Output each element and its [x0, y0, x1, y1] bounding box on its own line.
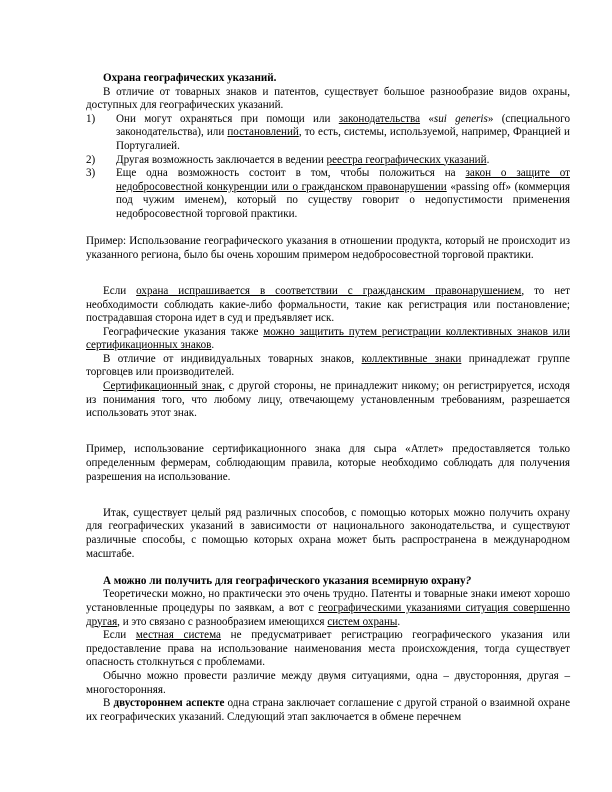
underlined-term: охрана испрашивается в соответствии с гражданским правонарушением — [136, 284, 522, 297]
underlined-term: можно защитить путем регистрации коллективных знаков или сертификационных знаков — [86, 325, 570, 352]
list-item — [86, 154, 570, 168]
underlined-term: коллективные знаки — [361, 352, 462, 365]
certification-mark-paragraph: Сертификационный знак, с другой стороны, не принадлежит никому; он регистрируется, исходя из понимания того, что любому лицу, отвечающему установленным требованиям, разрешается использовать этот знак. — [86, 380, 570, 420]
collective-marks-paragraph: Географические указания также можно защитить путем регистрации коллективных знаков или сертификационных знаков. — [86, 325, 570, 352]
intro-paragraph: В отличие от товарных знаков и патентов, существует большое разнообразие видов охраны, доступных для географических указаний. — [86, 85, 570, 112]
list-item — [86, 167, 570, 221]
underlined-term: реестра географических указаний — [326, 153, 487, 166]
underlined-term: систем охраны — [327, 615, 398, 628]
civil-offence-paragraph: Если охрана испрашивается в соответствии с гражданским правонарушением, то нет необходимости соблюдать какие-либо формальности, такие как регистрация или постановление; пострадавшая сторона идет в суд и предъявляет иск. — [86, 284, 570, 325]
bold-term: двустороннем аспекте — [113, 697, 225, 710]
list-number: 2) — [86, 153, 96, 166]
example-paragraph: Пример, использование сертификационного знака для сыра «Атлет» предоставляется только определенным фермерам, соблюдающим правила, которые необходимо соблюдать для получения разрешения на использование. — [86, 443, 570, 483]
underlined-term: постановлений — [227, 126, 299, 139]
question-mark: ? — [465, 574, 472, 587]
underlined-term: Сертификационный знак — [103, 380, 223, 393]
underlined-term: законодательства — [338, 112, 421, 125]
list-item — [86, 113, 570, 154]
list-item-text: Другая возможность заключается в ведении реестра географических указаний. — [116, 153, 490, 166]
list-item-text: Они могут охраняться при помощи или законодательства «sui generis» (специального законодательства), или постановлений, то есть, системы, используемой, например, Францией и Португалией. — [116, 112, 570, 152]
list-number: 1) — [86, 112, 96, 125]
italic-term: sui generis — [433, 112, 488, 125]
two-situations-paragraph: Обычно можно провести различие между двумя ситуациями, одна – двусторонняя, другая – многосторонняя. — [86, 669, 570, 696]
theory-paragraph: Теоретически можно, но практически это очень трудно. Патенты и товарные знаки имеют хорошо установленные процедуры по заявкам, а вот с географическими указаниями ситуация совершенно другая, и это связано с разнообразием имеющихся систем охраны. — [86, 588, 570, 628]
section-title: Охрана географических указаний. — [103, 72, 277, 84]
example-paragraph: Пример: Использование географического указания в отношении продукта, который не происходит из указанного региона, было бы очень хорошим примером недобросовестной торговой практики. — [86, 235, 570, 261]
bilateral-paragraph: В двустороннем аспекте одна страна заключает соглашение с другой страной о взаимной охране их географических указаний. Следующий этап заключается в обмене перечнем — [86, 697, 570, 723]
underlined-term: географическими указаниями ситуация совершенно другая — [86, 601, 570, 628]
underlined-term: местная система — [135, 629, 221, 642]
underlined-term: закон о защите от недобросовестной конкуренции или о гражданском правонарушении — [116, 167, 570, 193]
summary-paragraph: Итак, существует целый ряд различных способов, с помощью которых можно получить охрану для географических указаний в зависимости от национального законодательства, и существуют различные способы, с помощью которых охрана может быть распространена в международном масштабе. — [86, 506, 570, 560]
difference-paragraph: В отличие от индивидуальных товарных знаков, коллективные знаки принадлежат группе торговцев или производителей. — [86, 352, 570, 379]
document-body — [86, 72, 570, 724]
list-item-text: Еще одна возможность состоит в том, чтобы положиться на закон о защите от недобросовестной конкуренции или о гражданском правонарушении «passing off» (коммерция под чужим именем), который по существу говорит о недопустимости применения недобросовестной торговой практики. — [116, 167, 570, 220]
list-number: 3) — [86, 167, 96, 180]
protection-types-list — [86, 113, 570, 222]
local-system-paragraph: Если местная система не предусматривает регистрацию географического указания или предоставление права на использование наименования места происхождения, тогда существует опасность столкнуться с проблемами. — [86, 629, 570, 669]
question-heading: А можно ли получить для географического указания всемирную охрану? — [103, 574, 472, 587]
